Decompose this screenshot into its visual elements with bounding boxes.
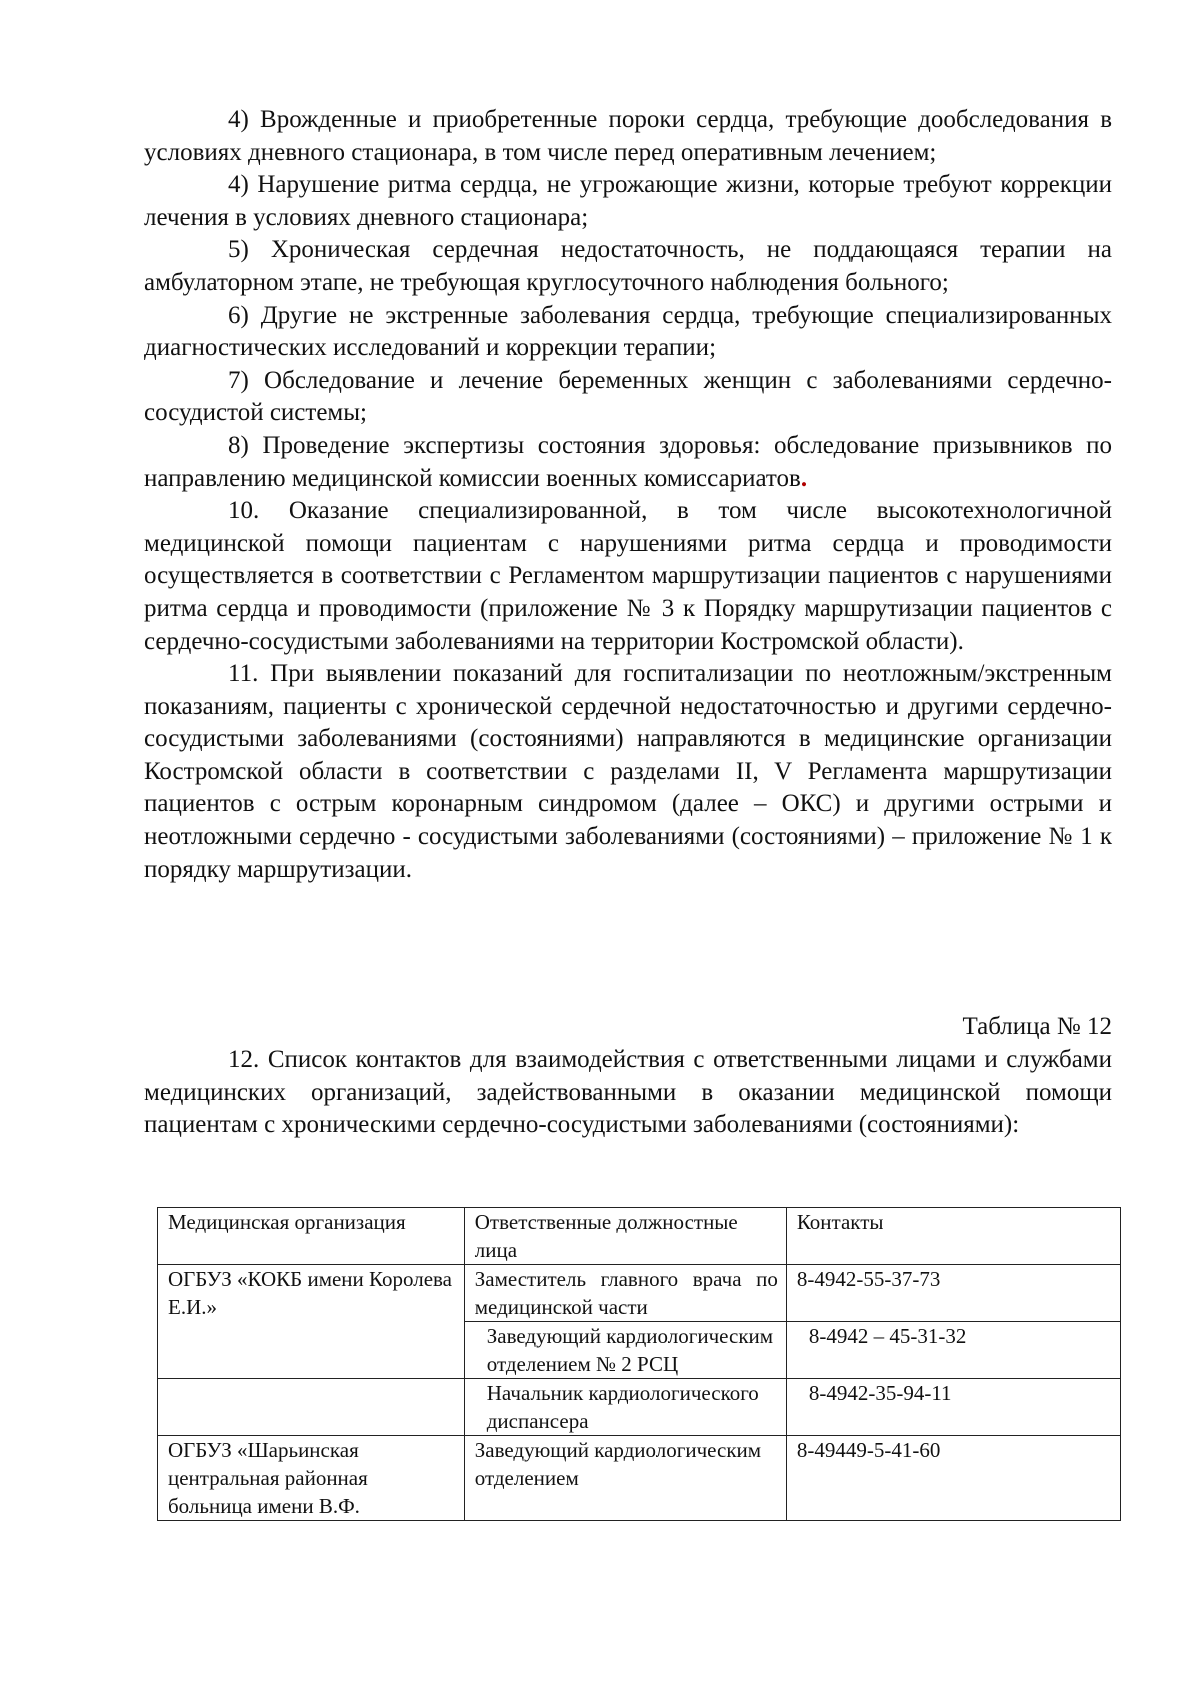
- paragraph-end-mark: .: [800, 464, 808, 492]
- header-cell-responsible: Ответственные должностные лица: [464, 1208, 786, 1265]
- cell-contact: 8-4942-55-37-73: [786, 1265, 1120, 1322]
- paragraph: 10. Оказание специализированной, в том числе высокотехнологичной медицинской помощи пациентам с нарушениями ритма сердца и проводимости осуществляется в соответствии с Регламентом маршрутизации пациентов с нарушениями ритма сердца и проводимости (приложение № 3 к Порядку маршрутизации пациентов с сердечно-сосудистыми заболеваниями на территории Костромской области).: [144, 497, 1112, 655]
- paragraph-text: 8) Проведение экспертизы состояния здоровья: обследование призывников по направлению медицинской комиссии военных комиссариатов: [144, 431, 1112, 492]
- cell-organization: ОГБУЗ «КОКБ имени Королева Е.И.»: [158, 1265, 465, 1379]
- cell-responsible: Заведующий кардиологическим отделением: [464, 1436, 786, 1521]
- header-cell-contacts: Контакты: [786, 1208, 1120, 1265]
- paragraph: 11. При выявлении показаний для госпитализации по неотложным/экстренным показаниям, пациенты с хронической сердечной недостаточностью и другими сердечно-сосудистыми заболеваниями (состояниями) направляются в медицинские организации Костромской области в соответствии с разделами II, V Регламента маршрутизации пациентов с острым коронарным синдромом (далее – ОКС) и другими острыми и неотложными сердечно - сосудистыми заболеваниями (состояниями) – приложение № 1 к порядку маршрутизации.: [144, 660, 1112, 883]
- cell-contact: 8-49449-5-41-60: [786, 1436, 1120, 1521]
- cell-contact: 8-4942-35-94-11: [786, 1379, 1120, 1436]
- paragraph: 7) Обследование и лечение беременных женщин с заболеваниями сердечно-сосудистой системы;: [144, 366, 1112, 427]
- paragraph: 5) Хроническая сердечная недостаточность, не поддающаяся терапии на амбулаторном этапе, не требующая круглосуточного наблюдения больного;: [144, 236, 1112, 296]
- cell-organization: ОГБУЗ «Шарьинская центральная районная больница имени В.Ф.: [158, 1436, 465, 1521]
- paragraph: 4) Врожденные и приобретенные пороки сердца, требующие дообследования в условиях дневного стационара, в том числе перед оперативным лечением;: [144, 106, 1112, 166]
- cell-responsible: Начальник кардиологического диспансера: [464, 1379, 786, 1436]
- paragraph: 4) Нарушение ритма сердца, не угрожающие жизни, которые требуют коррекции лечения в условиях дневного стационара;: [144, 171, 1112, 231]
- table-intro-paragraph: 12. Список контактов для взаимодействия с ответственными лицами и службами медицинских организаций, задействованными в оказании медицинской помощи пациентам с хроническими сердечно-сосудистыми заболеваниями (состояниями):: [144, 1046, 1112, 1139]
- table-row: [158, 1379, 1121, 1436]
- table-header-row: [158, 1208, 1121, 1265]
- header-cell-organization: Медицинская организация: [158, 1208, 465, 1265]
- contacts-table: [157, 1207, 1121, 1521]
- cell-responsible: Заведующий кардиологическим отделением № 2 РСЦ: [464, 1322, 786, 1379]
- table-row: [158, 1265, 1121, 1322]
- paragraph: 6) Другие не экстренные заболевания сердца, требующие специализированных диагностических исследований и коррекции терапии;: [144, 301, 1112, 362]
- paragraph: [144, 430, 1112, 495]
- cell-organization: [158, 1379, 465, 1436]
- cell-contact: 8-4942 – 45-31-32: [786, 1322, 1120, 1379]
- table-caption: Таблица № 12: [962, 1013, 1112, 1040]
- cell-responsible: Заместитель главного врача по медицинской части: [464, 1265, 786, 1322]
- table-row: [158, 1436, 1121, 1521]
- body-text: [144, 104, 1112, 886]
